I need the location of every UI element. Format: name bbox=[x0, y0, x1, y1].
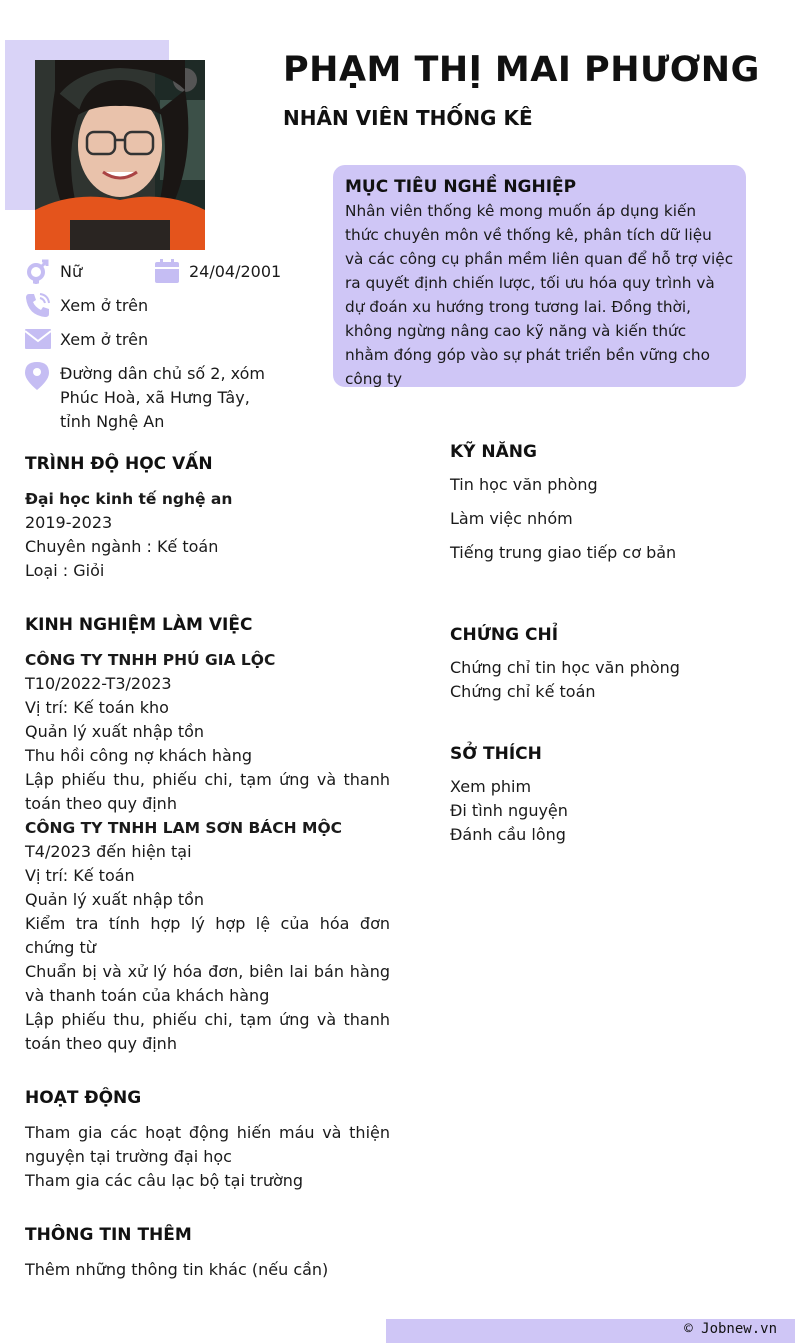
job-role: Vị trí: Kế toán kho bbox=[25, 698, 169, 717]
phone-value: Xem ở trên bbox=[60, 296, 149, 315]
activity-item: Tham gia các câu lạc bộ tại trường bbox=[25, 1171, 304, 1190]
avatar bbox=[35, 60, 205, 250]
skills-title: KỸ NĂNG bbox=[450, 442, 537, 462]
certificate-item: Chứng chỉ tin học văn phòng bbox=[450, 658, 680, 677]
gender-value: Nữ bbox=[60, 262, 83, 281]
extra-info-section bbox=[25, 1225, 390, 1282]
footer-credit[interactable]: © Jobnew.vn bbox=[684, 1321, 777, 1337]
skill-item: Làm việc nhóm bbox=[450, 509, 573, 528]
extra-info-title: THÔNG TIN THÊM bbox=[25, 1225, 192, 1245]
address-value: Đường dân chủ số 2, xóm Phúc Hoà, xã Hưng Tây, tỉnh Nghệ An bbox=[60, 364, 265, 431]
phone-icon bbox=[25, 292, 51, 318]
activity-item: Tham gia các hoạt động hiến máu và thiện nguyện tại trường đại học bbox=[25, 1123, 390, 1166]
extra-info-text: Thêm những thông tin khác (nếu cần) bbox=[25, 1260, 329, 1279]
hobby-item: Đi tình nguyện bbox=[450, 801, 568, 820]
education-section bbox=[25, 454, 390, 583]
hobbies-section bbox=[450, 744, 770, 847]
job-duty: Kiểm tra tính hợp lý hợp lệ của hóa đơn chứng từ bbox=[25, 914, 390, 957]
skills-section bbox=[450, 442, 770, 575]
education-years: 2019-2023 bbox=[25, 513, 113, 532]
job-duty: Lập phiếu thu, phiếu chi, tạm ứng và thanh toán theo quy định bbox=[25, 770, 390, 813]
experience-title: KINH NGHIỆM LÀM VIỆC bbox=[25, 615, 253, 635]
location-icon bbox=[25, 362, 49, 390]
experience-section bbox=[25, 615, 390, 1056]
avatar-illustration bbox=[35, 60, 205, 250]
education-title: TRÌNH ĐỘ HỌC VẤN bbox=[25, 454, 213, 474]
certificates-section bbox=[450, 625, 770, 704]
calendar-icon bbox=[154, 258, 180, 284]
hobby-item: Đánh cầu lông bbox=[450, 825, 566, 844]
hobbies-title: SỞ THÍCH bbox=[450, 744, 542, 764]
skill-item: Tiếng trung giao tiếp cơ bản bbox=[450, 543, 677, 562]
job-duty: Chuẩn bị và xử lý hóa đơn, biên lai bán hàng và thanh toán của khách hàng bbox=[25, 962, 390, 1005]
job-period: T10/2022-T3/2023 bbox=[25, 674, 172, 693]
education-school: Đại học kinh tế nghệ an bbox=[25, 490, 233, 508]
education-major: Chuyên ngành : Kế toán bbox=[25, 537, 219, 556]
job-company: CÔNG TY TNHH LAM SƠN BÁCH MỘC bbox=[25, 819, 343, 837]
job-duty: Quản lý xuất nhập tồn bbox=[25, 722, 205, 741]
job-title: NHÂN VIÊN THỐNG KÊ bbox=[283, 106, 533, 130]
job-company: CÔNG TY TNHH PHÚ GIA LỘC bbox=[25, 651, 276, 669]
certificate-item: Chứng chỉ kế toán bbox=[450, 682, 596, 701]
objective-title: MỤC TIÊU NGHỀ NGHIỆP bbox=[345, 177, 577, 197]
hobby-item: Xem phim bbox=[450, 777, 532, 796]
job-period: T4/2023 đến hiện tại bbox=[25, 842, 192, 861]
activities-section bbox=[25, 1088, 390, 1193]
job-duty: Lập phiếu thu, phiếu chi, tạm ứng và thanh toán theo quy định bbox=[25, 1010, 390, 1053]
skill-item: Tin học văn phòng bbox=[450, 475, 598, 494]
job-duty: Thu hồi công nợ khách hàng bbox=[25, 746, 253, 765]
gender-icon bbox=[25, 258, 51, 284]
job-duty: Quản lý xuất nhập tồn bbox=[25, 890, 205, 909]
footer-bar bbox=[386, 1319, 795, 1343]
birthdate-value: 24/04/2001 bbox=[189, 262, 282, 281]
certificates-title: CHỨNG CHỈ bbox=[450, 625, 559, 645]
career-objective-box bbox=[333, 165, 746, 387]
email-icon bbox=[25, 326, 51, 352]
candidate-name: PHẠM THỊ MAI PHƯƠNG bbox=[283, 50, 760, 90]
education-grade: Loại : Giỏi bbox=[25, 561, 105, 580]
email-value: Xem ở trên bbox=[60, 330, 149, 349]
objective-text: Nhân viên thống kê mong muốn áp dụng kiến thức chuyên môn về thống kê, phân tích dữ liệu và các công cụ phần mềm liên quan để hỗ trợ việc ra quyết định chiến lược, tối ưu hóa quy trình và dự đoán xu hướng trong tương lai. Đồng thời, không ngừng nâng cao kỹ năng và kiến thức nhằm đóng góp vào sự phát triển bền vững cho công ty bbox=[345, 202, 734, 388]
activities-title: HOẠT ĐỘNG bbox=[25, 1088, 142, 1108]
job-role: Vị trí: Kế toán bbox=[25, 866, 135, 885]
